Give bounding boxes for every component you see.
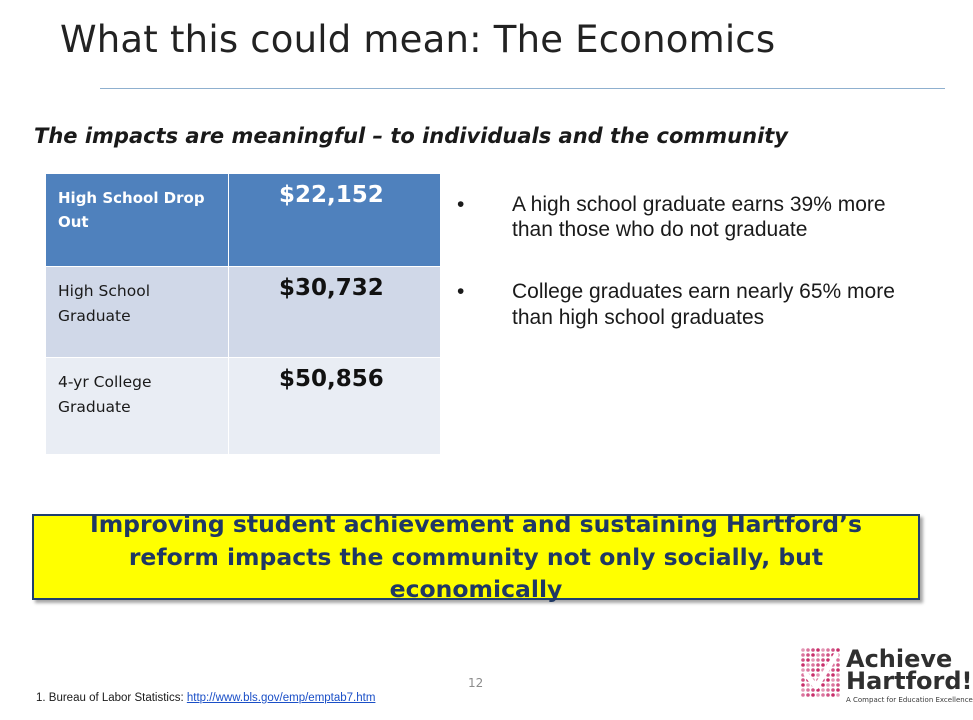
achieve-hartford-logo	[800, 645, 973, 710]
logo-text-hartford: Hartford!	[846, 667, 973, 695]
table-row-value: $22,152	[279, 182, 384, 208]
bullet-item	[457, 192, 927, 242]
table-row-value: $50,856	[279, 366, 384, 392]
bullet-text: A high school graduate earns 39% more than those who do not graduate	[512, 193, 886, 242]
logo-tagline: A Compact for Education Excellence	[846, 696, 973, 704]
callout-box	[32, 509, 920, 604]
table-row	[46, 174, 440, 267]
bullet-marker: •	[457, 280, 465, 304]
bullet-item	[457, 279, 927, 329]
slide-subtitle: The impacts are meaningful – to individuals and the community	[34, 124, 789, 148]
table-row-label: High School Graduate	[46, 267, 229, 357]
title-divider	[100, 88, 945, 89]
source-link[interactable]: http://www.bls.gov/emp/emptab7.htm	[186, 692, 376, 704]
table-row-value: $30,732	[279, 275, 384, 301]
logo-text-achieve: Achieve	[846, 645, 953, 673]
page-number: 12	[468, 676, 484, 690]
earnings-table	[46, 174, 440, 455]
checkmark-dots-icon	[800, 647, 842, 697]
footnote	[36, 692, 375, 704]
bullet-text: College graduates earn nearly 65% more than high school graduates	[512, 280, 895, 329]
bullet-list	[457, 192, 927, 330]
bullet-marker: •	[457, 193, 465, 216]
table-row	[46, 267, 440, 358]
callout-text: Improving student achievement and sustaining Hartford’s reform impacts the community not only socially, but economically	[89, 509, 863, 604]
table-row-label: 4-yr College Graduate	[46, 358, 229, 454]
table-row	[46, 358, 440, 455]
table-row-label: High School Drop Out	[46, 174, 229, 266]
slide-title: What this could mean: The Economics	[60, 18, 776, 61]
footnote-text: 1. Bureau of Labor Statistics:	[36, 692, 187, 704]
